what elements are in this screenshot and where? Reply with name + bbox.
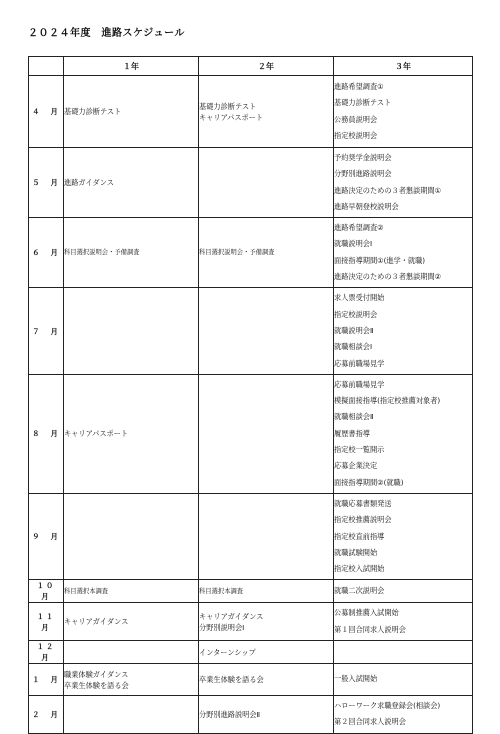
grade-3-cell: [334, 696, 473, 734]
month-cell: ５ 月: [29, 148, 64, 218]
event-item: キャリアガイダンス: [64, 617, 129, 627]
event-item: ハローワーク求職登録会(相談会): [334, 701, 441, 711]
grade-2-cell: [199, 288, 334, 374]
event-item: 面接指導期間②(就職): [334, 477, 404, 487]
grade-3-cell: [334, 288, 473, 374]
event-item: 一般入試開始: [334, 674, 378, 684]
grade-3-cell: [334, 76, 473, 148]
event-item: 指定校説明会: [334, 309, 378, 319]
grade-2-cell: [199, 696, 334, 734]
grade-1-cell: [64, 696, 199, 734]
grade-1-cell: [64, 288, 199, 374]
header-row: [29, 57, 473, 76]
event-item: 就職説明会Ⅰ: [334, 239, 373, 249]
grade-3-cell: [334, 493, 473, 579]
event-item: 公務員説明会: [334, 114, 378, 124]
event-item: 基礎力診断テスト: [64, 107, 122, 116]
event-item: 履歴書指導: [334, 428, 370, 438]
event-item: 基礎力診断テスト: [334, 98, 392, 108]
schedule-table: [28, 56, 473, 734]
event-item: 進路希望調査①: [334, 81, 384, 91]
event-item: 基礎力診断テスト: [199, 101, 257, 111]
grade-1-cell: [64, 641, 199, 664]
event-item: 第１回合同求人説明会: [334, 624, 406, 634]
event-item: 分野別進路説明会Ⅱ: [199, 709, 261, 719]
event-item: 職業体験ガイダンス: [64, 669, 129, 679]
header-grade-3: ３年: [334, 57, 473, 76]
event-item: 分野別説明会Ⅰ: [199, 622, 245, 632]
event-item: 就職応募書類発送: [334, 498, 392, 508]
event-item: 指定校入試開始: [334, 564, 385, 574]
table-row: [29, 641, 473, 664]
grade-1-cell: [64, 664, 199, 696]
grade-3-cell: [334, 218, 473, 288]
grade-1-cell: [64, 493, 199, 579]
grade-2-cell: [199, 374, 334, 493]
grade-3-cell: [334, 374, 473, 493]
grade-1-cell: [64, 374, 199, 493]
grade-2-cell: [199, 641, 334, 664]
event-item: 応募前職場見学: [334, 358, 385, 368]
event-item: 就職相談会Ⅱ: [334, 412, 374, 422]
table-row: [29, 603, 473, 641]
grade-2-cell: [199, 148, 334, 218]
event-item: 面接指導期間①(進学・就職): [334, 255, 426, 265]
grade-2-cell: [199, 493, 334, 579]
event-item: 進路決定のための３者懇談期間①: [334, 185, 442, 195]
table-row: [29, 288, 473, 374]
grade-3-cell: [334, 148, 473, 218]
month-cell: １１ 月: [29, 603, 64, 641]
event-item: 進路ガイダンス: [64, 178, 114, 188]
grade-2-cell: [199, 603, 334, 641]
page-title: ２０２４年度 進路スケジュール: [28, 28, 185, 39]
event-item: 就職二次説明会: [334, 586, 385, 596]
grade-3-cell: [334, 641, 473, 664]
event-item: 第２回合同求人説明会: [334, 717, 406, 727]
month-cell: ８ 月: [29, 374, 64, 493]
event-item: 進路希望調査②: [334, 223, 384, 233]
table-row: [29, 374, 473, 493]
month-cell: ９ 月: [29, 493, 64, 579]
table-row: [29, 76, 473, 148]
schedule-body: [29, 76, 473, 734]
event-item: キャリアガイダンス: [199, 611, 264, 621]
event-item: 模擬面接指導(指定校推薦対象者): [334, 396, 441, 406]
month-cell: １２ 月: [29, 641, 64, 664]
event-item: キャリアパスポート: [199, 112, 264, 122]
month-cell: １ 月: [29, 664, 64, 696]
table-row: [29, 580, 473, 603]
event-item: 科目選択説明会・予備調査: [64, 249, 140, 257]
event-item: 指定校一覧開示: [334, 445, 385, 455]
header-grade-1: １年: [64, 57, 199, 76]
header-month: [29, 57, 64, 76]
event-item: 科目選択本調査: [199, 587, 244, 595]
event-item: 求人票受付開始: [334, 293, 385, 303]
month-cell: １０ 月: [29, 580, 64, 603]
month-cell: ２ 月: [29, 696, 64, 734]
event-item: キャリアパスポート: [64, 429, 129, 439]
month-cell: ６ 月: [29, 218, 64, 288]
table-row: [29, 148, 473, 218]
grade-1-cell: [64, 218, 199, 288]
grade-1-cell: [64, 148, 199, 218]
grade-1-cell: [64, 580, 199, 603]
table-row: [29, 218, 473, 288]
table-row: [29, 696, 473, 734]
event-item: 分野別進路説明会: [334, 169, 392, 179]
event-item: 指定校説明会: [334, 130, 378, 140]
event-item: 就職説明会Ⅱ: [334, 325, 374, 335]
grade-2-cell: [199, 664, 334, 696]
event-item: インターンシップ: [199, 647, 256, 657]
grade-1-cell: [64, 603, 199, 641]
event-item: 応募企業決定: [334, 461, 378, 471]
header-grade-2: ２年: [199, 57, 334, 76]
event-item: 指定校直前指導: [334, 531, 385, 541]
event-item: 就職相談会Ⅰ: [334, 342, 373, 352]
event-item: 進路早朝登校説明会: [334, 201, 399, 211]
grade-1-cell: [64, 76, 199, 148]
event-item: 卒業生体験を語る会: [64, 680, 129, 690]
grade-3-cell: [334, 664, 473, 696]
table-row: [29, 493, 473, 579]
event-item: 応募前職場見学: [334, 379, 385, 389]
grade-2-cell: [199, 580, 334, 603]
event-item: 予約奨学金説明会: [334, 153, 392, 162]
grade-3-cell: [334, 580, 473, 603]
month-cell: ４ 月: [29, 76, 64, 148]
table-row: [29, 664, 473, 696]
event-item: 公募制推薦入試開始: [334, 608, 399, 618]
grade-2-cell: [199, 218, 334, 288]
event-item: 卒業生体験を語る会: [199, 675, 264, 685]
event-item: 就職試験開始: [334, 547, 378, 557]
event-item: 進路決定のための３者懇談期間②: [334, 272, 442, 282]
month-cell: ７ 月: [29, 288, 64, 374]
event-item: 指定校推薦説明会: [334, 515, 392, 525]
grade-3-cell: [334, 603, 473, 641]
grade-2-cell: [199, 76, 334, 148]
event-item: 科目選択本調査: [64, 587, 109, 595]
event-item: 科目選択説明会・予備調査: [199, 249, 275, 257]
